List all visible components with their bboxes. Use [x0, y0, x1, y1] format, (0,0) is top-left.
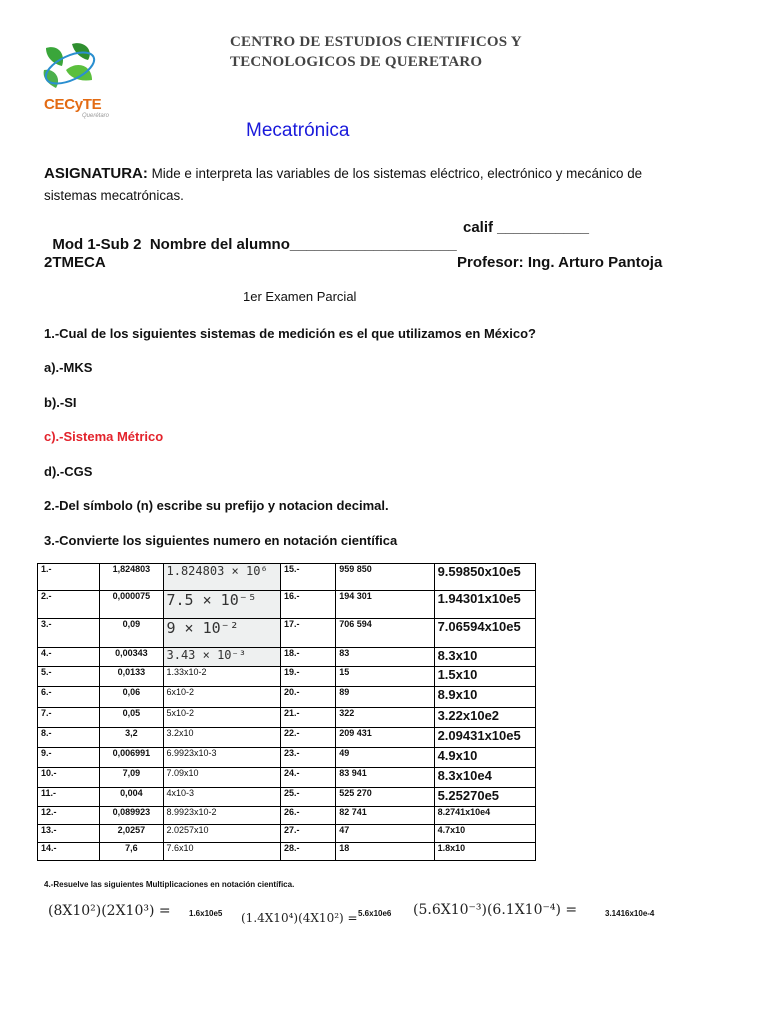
row-number: 8.- — [38, 728, 100, 748]
table-row — [38, 708, 536, 728]
row-answer: 1.8x10 — [434, 843, 535, 861]
row-answer: 4.7x10 — [434, 825, 535, 843]
conversion-table — [37, 563, 536, 861]
row-answer: 5x10-2 — [163, 708, 280, 728]
row-value: 49 — [336, 748, 434, 768]
row-value: 209 431 — [336, 728, 434, 748]
row-number: 18.- — [280, 648, 335, 667]
option-a: a).-MKS — [44, 360, 93, 375]
multiplication-3-answer: 3.1416x10e-4 — [605, 909, 655, 918]
table-row — [38, 728, 536, 748]
row-value: 706 594 — [336, 619, 434, 648]
row-value: 3,2 — [100, 728, 163, 748]
row-answer: 8.3x10 — [434, 648, 535, 667]
row-answer: 2.09431x10e5 — [434, 728, 535, 748]
row-value: 0,004 — [100, 788, 163, 807]
row-answer: 1.824803 × 10⁶ — [163, 564, 280, 591]
row-number: 19.- — [280, 667, 335, 687]
row-value: 0,089923 — [100, 807, 163, 825]
row-number: 16.- — [280, 591, 335, 619]
row-value: 47 — [336, 825, 434, 843]
row-value: 194 301 — [336, 591, 434, 619]
logo-subtext: Querétaro — [82, 113, 110, 119]
table-row — [38, 564, 536, 591]
row-answer: 6x10-2 — [163, 687, 280, 708]
row-number: 9.- — [38, 748, 100, 768]
row-answer: 7.06594x10e5 — [434, 619, 535, 648]
row-number: 27.- — [280, 825, 335, 843]
table-row — [38, 591, 536, 619]
multiplication-1: (8X10²)(2X10³) = — [48, 903, 171, 919]
row-answer: 6.9923x10-3 — [163, 748, 280, 768]
row-value: 15 — [336, 667, 434, 687]
row-value: 89 — [336, 687, 434, 708]
row-value: 82 741 — [336, 807, 434, 825]
school-name-line1: CENTRO DE ESTUDIOS CIENTIFICOS Y — [230, 34, 522, 50]
row-number: 12.- — [38, 807, 100, 825]
row-answer: 8.9923x10-2 — [163, 807, 280, 825]
table-row — [38, 619, 536, 648]
table-row — [38, 648, 536, 667]
row-answer: 3.2x10 — [163, 728, 280, 748]
table-row — [38, 843, 536, 861]
row-number: 26.- — [280, 807, 335, 825]
row-value: 18 — [336, 843, 434, 861]
conversion-table-body — [38, 564, 536, 861]
row-answer: 4.9x10 — [434, 748, 535, 768]
table-row — [38, 825, 536, 843]
row-number: 2.- — [38, 591, 100, 619]
table-row — [38, 788, 536, 807]
row-answer: 8.9x10 — [434, 687, 535, 708]
row-value: 7,6 — [100, 843, 163, 861]
mod-line: Mod 1-Sub 2 Nombre del alumno____________________ — [52, 236, 457, 253]
row-value: 1,824803 — [100, 564, 163, 591]
row-value: 0,0133 — [100, 667, 163, 687]
row-number: 6.- — [38, 687, 100, 708]
row-answer: 4x10-3 — [163, 788, 280, 807]
row-value: 0,006991 — [100, 748, 163, 768]
subject-title: Mecatrónica — [246, 120, 350, 141]
row-number: 20.- — [280, 687, 335, 708]
row-number: 1.- — [38, 564, 100, 591]
row-number: 23.- — [280, 748, 335, 768]
row-value: 83 941 — [336, 768, 434, 788]
row-number: 5.- — [38, 667, 100, 687]
multiplication-2-answer: 5.6x10e6 — [358, 909, 392, 918]
row-answer: 8.3x10e4 — [434, 768, 535, 788]
table-row — [38, 768, 536, 788]
row-answer: 5.25270e5 — [434, 788, 535, 807]
row-answer: 1.5x10 — [434, 667, 535, 687]
row-answer: 9.59850x10e5 — [434, 564, 535, 591]
row-value: 322 — [336, 708, 434, 728]
row-answer: 7.09x10 — [163, 768, 280, 788]
question-2: 2.-Del símbolo (n) escribe su prefijo y notacion decimal. — [44, 498, 389, 513]
school-name — [230, 32, 650, 72]
multiplication-2: (1.4X10⁴)(4X10²) = — [241, 911, 358, 925]
row-answer: 2.0257x10 — [163, 825, 280, 843]
row-value: 0,05 — [100, 708, 163, 728]
row-value: 0,06 — [100, 687, 163, 708]
cecyte-logo — [36, 40, 122, 124]
row-number: 24.- — [280, 768, 335, 788]
row-answer: 3.22x10e2 — [434, 708, 535, 728]
row-number: 11.- — [38, 788, 100, 807]
row-value: 0,00343 — [100, 648, 163, 667]
row-answer: 7.5 × 10⁻⁵ — [163, 591, 280, 619]
question-1: 1.-Cual de los siguientes sistemas de medición es el que utilizamos en México? — [44, 326, 536, 341]
row-value: 0,000075 — [100, 591, 163, 619]
logo-text: CECyTE — [44, 96, 102, 113]
asignatura-label: ASIGNATURA: — [44, 165, 148, 182]
row-value: 959 850 — [336, 564, 434, 591]
option-b: b).-SI — [44, 395, 77, 410]
row-answer: 9 × 10⁻² — [163, 619, 280, 648]
logo-leaves-icon — [36, 40, 122, 100]
row-number: 10.- — [38, 768, 100, 788]
row-value: 83 — [336, 648, 434, 667]
row-value: 525 270 — [336, 788, 434, 807]
multiplication-1-answer: 1.6x10e5 — [189, 909, 223, 918]
row-answer: 3.43 × 10⁻³ — [163, 648, 280, 667]
row-number: 7.- — [38, 708, 100, 728]
row-answer: 8.2741x10e4 — [434, 807, 535, 825]
multiplication-3: (5.6X10⁻³)(6.1X10⁻⁴) = — [413, 902, 578, 918]
question-3: 3.-Convierte los siguientes numero en notación científica — [44, 533, 398, 548]
asignatura — [44, 163, 694, 207]
row-value: 0,09 — [100, 619, 163, 648]
row-number: 14.- — [38, 843, 100, 861]
table-row — [38, 687, 536, 708]
row-number: 17.- — [280, 619, 335, 648]
option-c-selected: c).-Sistema Métrico — [44, 429, 164, 444]
row-number: 3.- — [38, 619, 100, 648]
row-value: 7,09 — [100, 768, 163, 788]
row-value: 2,0257 — [100, 825, 163, 843]
row-number: 15.- — [280, 564, 335, 591]
table-row — [38, 667, 536, 687]
exam-title: 1er Examen Parcial — [243, 289, 357, 304]
group-label: 2TMECA — [44, 254, 106, 271]
profesor-label: Profesor: Ing. Arturo Pantoja — [457, 254, 663, 271]
question-4: 4.-Resuelve las siguientes Multiplicaciones en notación científica. — [44, 880, 295, 889]
row-answer: 1.94301x10e5 — [434, 591, 535, 619]
calif-line: calif ___________ — [463, 219, 589, 236]
row-number: 13.- — [38, 825, 100, 843]
row-answer: 1.33x10-2 — [163, 667, 280, 687]
row-number: 21.- — [280, 708, 335, 728]
row-number: 4.- — [38, 648, 100, 667]
row-answer: 7.6x10 — [163, 843, 280, 861]
row-number: 25.- — [280, 788, 335, 807]
row-number: 22.- — [280, 728, 335, 748]
row-number: 28.- — [280, 843, 335, 861]
asignatura-text: Mide e interpreta las variables de los sistemas eléctrico, electrónico y mecánico de sistemas mecatrónicas. — [44, 166, 643, 203]
table-row — [38, 807, 536, 825]
school-name-line2: TECNOLOGICOS DE QUERETARO — [230, 54, 483, 70]
option-d: d).-CGS — [44, 464, 93, 479]
table-row — [38, 748, 536, 768]
